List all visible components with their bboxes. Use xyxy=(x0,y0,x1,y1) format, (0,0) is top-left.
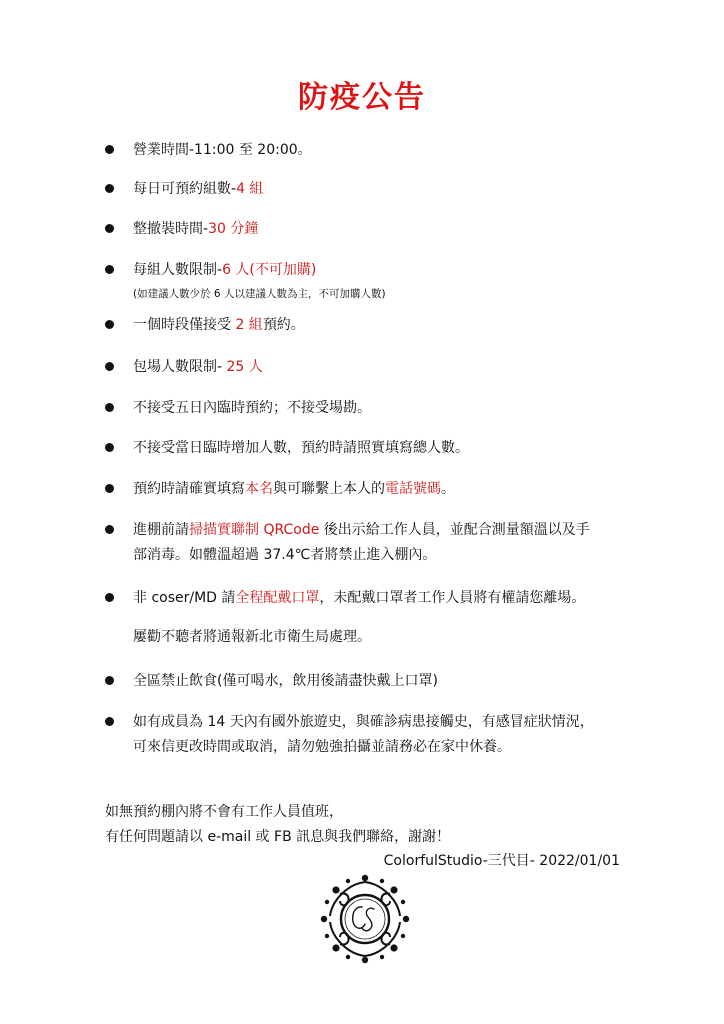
rule-qrcode xyxy=(133,521,590,539)
rule-travel-history-cont: 可來信更改時間或取消，請勿勉強拍攝並請務必在家中休養。 xyxy=(133,739,511,755)
rule-text: 預約時請確實填寫 xyxy=(133,481,245,497)
rule-text: 包場人數限制- xyxy=(133,359,227,375)
footer-line-1: 如無預約棚內將不會有工作人員值班， xyxy=(105,804,343,820)
rule-text: 進棚前請 xyxy=(133,522,189,538)
rule-text: 營業時間-11:00 至 20:00。 xyxy=(133,142,312,158)
bullet-icon xyxy=(105,443,114,452)
rule-highlight: 全程配戴口罩 xyxy=(235,590,320,606)
rule-slot-limit xyxy=(133,316,305,334)
rule-setup-time xyxy=(133,220,258,238)
rule-text: 如有成員為 14 天內有國外旅遊史，與確診病患接觸史，有感冒症狀情況， xyxy=(133,714,594,730)
rule-text: 全區禁止飲食(僅可喝水，飲用後請盡快戴上口罩) xyxy=(133,673,438,689)
bullet-icon xyxy=(105,362,114,371)
footer-line-2: 有任何問題請以 e-mail 或 FB 訊息與我們聯絡，謝謝！ xyxy=(105,829,451,845)
rule-text: 與可聯繫上本人的 xyxy=(273,481,385,497)
rule-text: 每日可預約組數- xyxy=(133,181,237,197)
bullet-icon xyxy=(105,593,114,602)
rule-group-size-note: (如建議人數少於 6 人以建議人數為主，不可加購人數) xyxy=(133,288,386,300)
rule-no-short-notice xyxy=(133,399,371,417)
rule-highlight: 本名 xyxy=(245,481,273,497)
rule-text: 每組人數限制- xyxy=(133,262,223,278)
rule-text: 預約。 xyxy=(262,317,305,333)
bullet-icon xyxy=(105,145,114,154)
rule-real-name xyxy=(133,480,455,498)
rule-text: 整撤裝時間- xyxy=(133,221,209,237)
rule-highlight: 4 組 xyxy=(236,181,264,197)
rule-no-extra-people xyxy=(133,439,469,457)
rule-mask xyxy=(133,589,585,607)
rule-highlight: 6 人(不可加購) xyxy=(222,262,317,278)
rule-text: 非 coser/MD 請 xyxy=(133,590,236,606)
bullet-icon xyxy=(105,320,114,329)
bullet-icon xyxy=(105,224,114,233)
rule-daily-groups xyxy=(133,180,263,198)
bullet-icon xyxy=(105,403,114,412)
rule-private-booking xyxy=(133,358,263,376)
rule-text: 不接受當日臨時增加人數，預約時請照實填寫總人數。 xyxy=(133,440,469,456)
rule-no-food xyxy=(133,672,438,690)
rule-mask-cont: 屢勸不聽者將通報新北市衛生局處理。 xyxy=(133,629,371,645)
rule-highlight: 25 人 xyxy=(226,359,263,375)
rule-qrcode-cont: 部消毒。如體溫超過 37.4℃者將禁止進入棚內。 xyxy=(133,547,437,563)
bullet-icon xyxy=(105,676,114,685)
signature: ColorfulStudio-三代目- 2022/01/01 xyxy=(383,853,620,869)
rule-text: 後出示給工作人員，並配合測量額溫以及手 xyxy=(319,522,590,538)
page-title: 防疫公告 xyxy=(298,80,426,115)
rule-text: ，未配戴口罩者工作人員將有權請您離場。 xyxy=(319,590,586,606)
bullet-icon xyxy=(105,525,114,534)
rule-highlight: 2 組 xyxy=(235,317,263,333)
bullet-icon xyxy=(105,717,114,726)
rule-text: 。 xyxy=(441,481,455,497)
rule-group-size xyxy=(133,261,316,279)
rule-highlight: 30 分鐘 xyxy=(208,221,259,237)
rule-travel-history xyxy=(133,713,594,731)
rule-text: 一個時段僅接受 xyxy=(133,317,236,333)
ornamental-monogram-logo-icon xyxy=(318,872,412,966)
rule-highlight: 電話號碼 xyxy=(385,481,441,497)
bullet-icon xyxy=(105,265,114,274)
rule-business-hours xyxy=(133,141,312,159)
rule-highlight: 掃描實聯制 QRCode xyxy=(189,522,320,538)
rule-text: 不接受五日內臨時預約；不接受場勘。 xyxy=(133,400,371,416)
bullet-icon xyxy=(105,484,114,493)
bullet-icon xyxy=(105,184,114,193)
